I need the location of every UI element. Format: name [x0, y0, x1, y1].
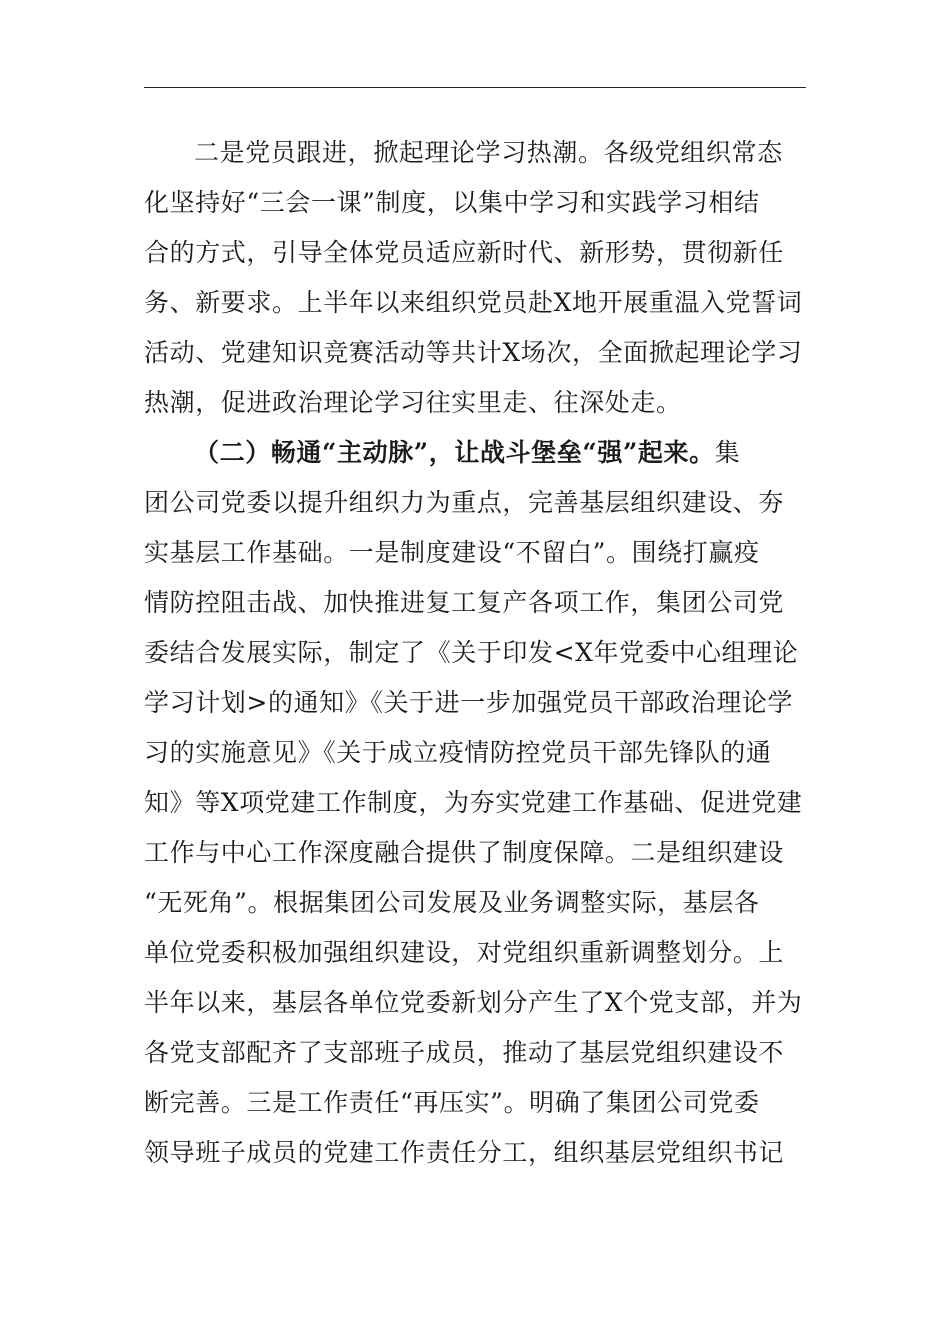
- section-heading-line: [144, 428, 806, 478]
- text-line: 断完善。三是工作责任“再压实”。明确了集团公司党委: [144, 1088, 760, 1117]
- text-line: 习的实施意见》《关于成立疫情防控党员干部先锋队的通: [144, 738, 772, 767]
- heading-line-rest: 集: [714, 438, 741, 467]
- text-line: 合的方式，引导全体党员适应新时代、新形势，贯彻新任: [144, 238, 785, 267]
- text-line: 学习计划>的通知》《关于进一步加强党员干部政治理论学: [144, 688, 794, 717]
- text-line: 活动、党建知识竞赛活动等共计X场次，全面掀起理论学习: [144, 338, 803, 367]
- text-line: 实基层工作基础。一是制度建设“不留白”。围绕打赢疫: [144, 538, 760, 567]
- text-line: 热潮，促进政治理论学习往实里走、往深处走。: [144, 388, 682, 417]
- document-body: [144, 128, 806, 1178]
- header-divider: [144, 87, 806, 88]
- text-line: 委结合发展实际，制定了《关于印发<X年党委中心组理论: [144, 638, 799, 667]
- text-line: 二是党员跟进，掀起理论学习热潮。各级党组织常态: [194, 138, 783, 167]
- text-line: 各党支部配齐了支部班子成员，推动了基层党组织建设不: [144, 1038, 785, 1067]
- text-line: 单位党委积极加强组织建设，对党组织重新调整划分。上: [144, 938, 785, 967]
- section-heading: （二）畅通“主动脉”，让战斗堡垒“强”起来。: [194, 438, 715, 467]
- text-line: 情防控阻击战、加快推进复工复产各项工作，集团公司党: [144, 588, 785, 617]
- text-line: 知》等X项党建工作制度，为夯实党建工作基础、促进党建: [144, 788, 803, 817]
- text-line: 务、新要求。上半年以来组织党员赴X地开展重温入党誓词: [144, 288, 803, 317]
- text-line: 工作与中心工作深度融合提供了制度保障。二是组织建设: [144, 838, 785, 867]
- text-line: 领导班子成员的党建工作责任分工，组织基层党组织书记: [144, 1138, 785, 1167]
- text-line: 团公司党委以提升组织力为重点，完善基层组织建设、夯: [144, 488, 785, 517]
- text-line: 化坚持好“三会一课”制度，以集中学习和实践学习相结: [144, 188, 760, 217]
- text-line: 半年以来，基层各单位党委新划分产生了X个党支部，并为: [144, 988, 803, 1017]
- paragraph-party-members-follow-up: [144, 128, 806, 428]
- text-line: “无死角”。根据集团公司发展及业务调整实际，基层各: [144, 888, 760, 917]
- paragraph-main-artery-section: [144, 428, 806, 1178]
